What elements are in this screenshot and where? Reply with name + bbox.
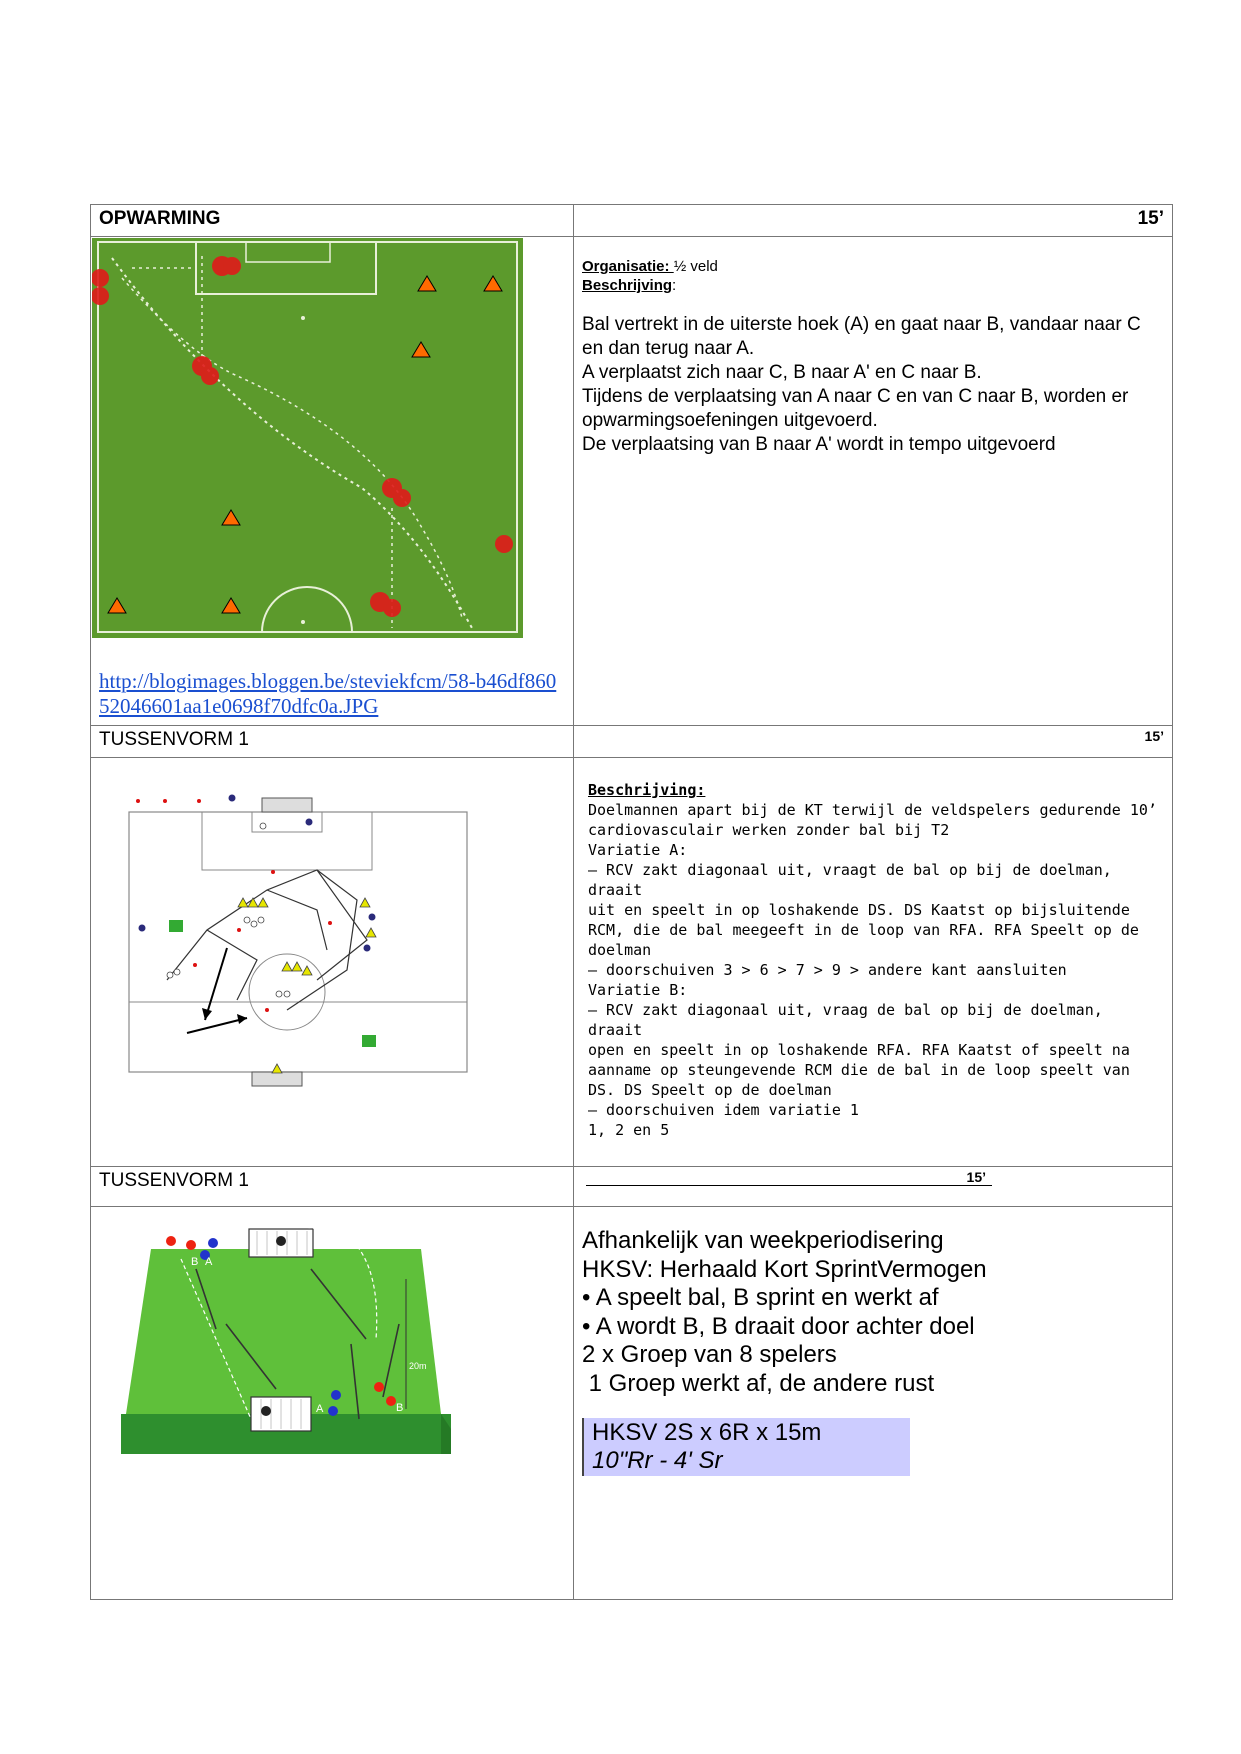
- warmup-description: [574, 295, 1172, 457]
- hksv-line-1: HKSV 2S x 6R x 15m: [592, 1419, 822, 1446]
- player-label-b: B: [396, 1402, 404, 1414]
- training-table: [90, 204, 1173, 1600]
- description-label: Beschrijving: [582, 277, 673, 294]
- section-title-tussenvorm: TUSSENVORM 1: [91, 726, 574, 758]
- hksv-highlight-box: [582, 1418, 910, 1476]
- description-line: Tijdens de verplaatsing van A naar C en van C naar B, worden er opwarmingsoefeningen uitgevoerd.: [582, 386, 1129, 431]
- tactical-diagram-image: [117, 780, 497, 1100]
- description-line: 2 x Groep van 8 spelers: [582, 1341, 837, 1368]
- section3-media-cell: [91, 1207, 574, 1600]
- section1-media-cell: [91, 237, 574, 726]
- description-text: Doelmannen apart bij de KT terwijl de veldspelers gedurende 10’ cardiovasculair werken zonder bal bij T2 Variatie A: – RCV zakt diagonaal uit, vraagt de bal op bij de doelman, draait uit en speelt in op loshakende DS. DS Kaatst op bijsluitende RCM, die de bal meegeeft in de loop van RFA. RFA Speelt op de doelman – doorschuiven 3 > 6 > 7 > 9 > andere kant aansluiten Variatie B: – RCV zakt diagonaal uit, vraag de bal op bij de doelman, draait open en speelt in op loshakende RFA. RFA Kaatst of speelt na aanname op steungevende RCM die de bal in de loop speelt van DS. DS Speelt op de doelman – doorschuiven idem variatie 1 1, 2 en 5: [588, 801, 1157, 1139]
- image-source-link[interactable]: http://blogimages.bloggen.be/steviekfcm/58-b46df86052046601aa1e0698f70dfc0a.JPG: [99, 669, 557, 718]
- section-duration: 15’: [574, 205, 1173, 237]
- description-label: Beschrijving:: [588, 781, 706, 799]
- player-label-a: A: [205, 1256, 213, 1268]
- section3-duration-cell: [574, 1167, 1173, 1207]
- section2-media-cell: [91, 758, 574, 1167]
- distance-label: 20m: [409, 1361, 427, 1371]
- player-label-a: A: [316, 1403, 324, 1415]
- sprint-drill-image: [121, 1219, 466, 1494]
- organisation-label: Organisatie:: [582, 258, 674, 275]
- description-line: Bal vertrekt in de uiterste hoek (A) en gaat naar B, vandaar naar C en dan terug naar A.: [582, 314, 1141, 359]
- section-duration: 15’: [586, 1169, 992, 1186]
- description-line: Afhankelijk van weekperiodisering: [582, 1227, 944, 1254]
- description-colon: :: [672, 277, 677, 294]
- description-line: • A speelt bal, B sprint en werkt af: [582, 1284, 939, 1311]
- warmup-field-image: [92, 238, 523, 638]
- player-label-b: B: [191, 1256, 199, 1268]
- section-title-tussenvorm-2: TUSSENVORM 1: [91, 1167, 574, 1207]
- description-line: De verplaatsing van B naar A' wordt in tempo uitgevoerd: [582, 434, 1056, 455]
- description-line: 1 Groep werkt af, de andere rust: [582, 1369, 935, 1397]
- tussenvorm-description: [574, 758, 1172, 1140]
- section-title-opwarming: OPWARMING: [91, 205, 574, 237]
- description-line: • A wordt B, B draait door achter doel: [582, 1312, 975, 1340]
- section-duration: 15’: [574, 726, 1173, 758]
- section2-text-cell: [574, 758, 1173, 1167]
- hksv-line-2: 10"Rr - 4' Sr: [592, 1447, 723, 1474]
- organisation-block: [574, 237, 1172, 295]
- section3-text-cell: [574, 1207, 1173, 1600]
- description-line: A verplaatst zich naar C, B naar A' en C naar B.: [582, 362, 982, 383]
- organisation-value: ½ veld: [673, 258, 718, 275]
- sprint-description: [574, 1207, 1172, 1398]
- description-line: HKSV: Herhaald Kort SprintVermogen: [582, 1255, 987, 1283]
- section1-text-cell: [574, 237, 1173, 726]
